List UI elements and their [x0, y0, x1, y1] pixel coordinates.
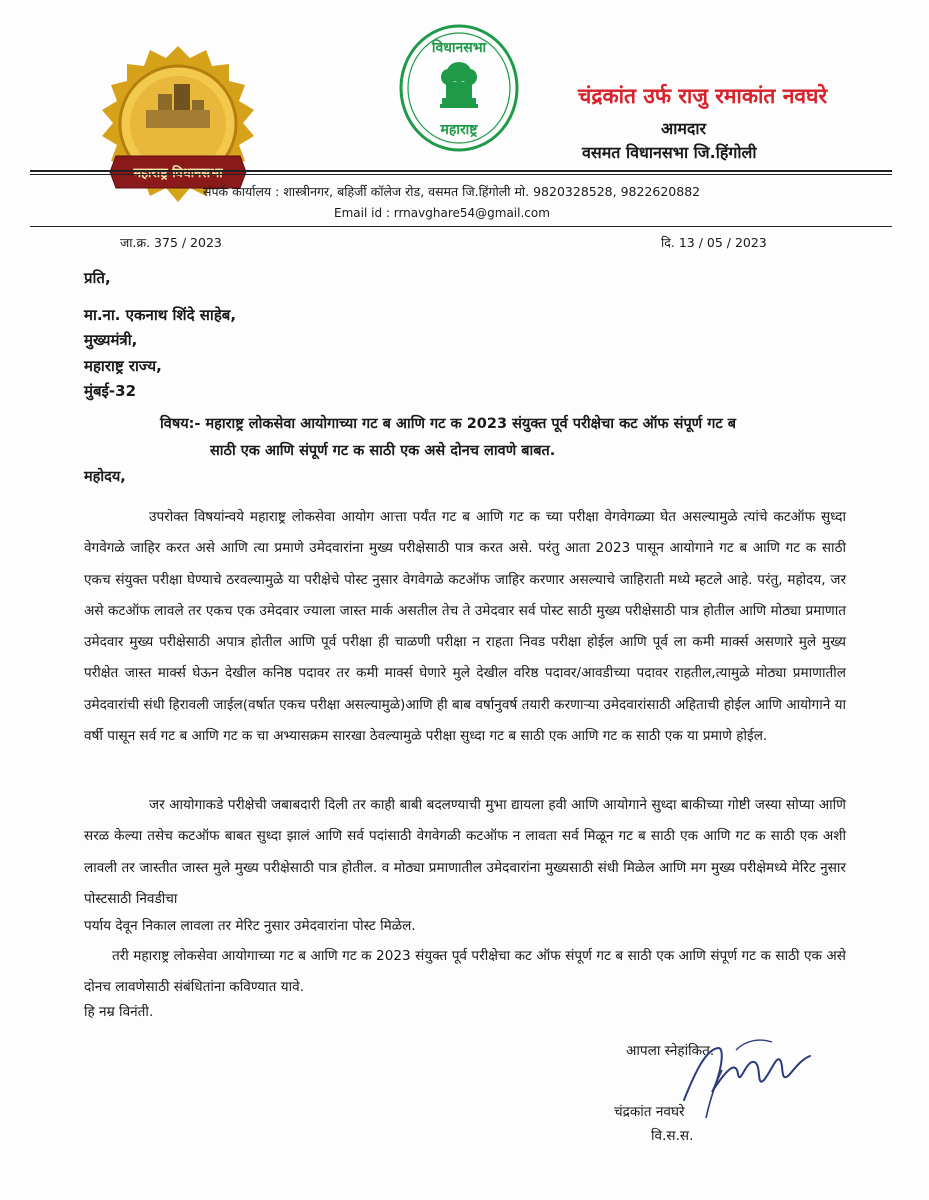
subject-line-1: विषय:- महाराष्ट्र लोकसेवा आयोगाच्या गट ब आणि गट क 2023 संयुक्त पूर्व परीक्षेचा कट ऑफ संपूर्ण गट ब: [160, 416, 737, 432]
body-paragraph-3: पर्याय देवून निकाल लावला तर मेरिट नुसार उमेदवारांना पोस्ट मिळेल.: [84, 918, 416, 934]
body-paragraph-2: [84, 790, 846, 915]
sender-role: आमदार: [661, 119, 707, 138]
emblem-bottom-text: महाराष्ट्र: [440, 122, 478, 138]
paragraph-2-text: जर आयोगाकडे परीक्षेची जबाबदारी दिली तर काही बाबी बदलण्याची मुभा द्यायला हवी आणि आयोगाने सुध्दा बाकीच्या गोष्टी जस्या सोप्या आणि सरळ केल्या तसेच कटऑफ बाबत सुध्दा झालं आणि सर्व पदांसाठी वेगवेगळी कटऑफ न लावता सर्व मिळून गट ब साठी एक आणि गट क साठी एक अशी लावली तर जास्तीत जास्त मुले मुख्य परीक्षेसाठी पात्र होतील. व मोठ्या प्रमाणातील उमेदवारांना मुख्यसाठी संधी मिळेल आणि मग मुख्य परीक्षेमध्ये मेरिट नुसार पोस्टसाठी निवडीचा: [84, 797, 846, 907]
signatory-title: वि.स.स.: [651, 1128, 694, 1144]
contact-divider: [30, 226, 892, 227]
recipient-title: मुख्यमंत्री,: [84, 331, 138, 349]
subject-block: [160, 411, 840, 465]
recipient-prati: प्रति,: [84, 269, 111, 287]
salutation: महोदय,: [84, 469, 126, 485]
header-divider: [30, 170, 892, 172]
ashoka-lion-icon: [440, 62, 478, 108]
handwritten-signature: [676, 1030, 816, 1120]
recipient-state: महाराष्ट्र राज्य,: [84, 357, 162, 375]
body-paragraph-4: [84, 941, 846, 1004]
body-paragraph-1: [84, 502, 846, 752]
header-divider-thin: [30, 174, 892, 175]
subject-line-2: साठी एक आणि संपूर्ण गट क साठी एक असे दोनच लावणे बाबत.: [210, 443, 556, 459]
vidhansabha-emblem-logo: [396, 22, 522, 154]
paragraph-4-text: तरी महाराष्ट्र लोकसेवा आयोगाच्या गट ब आणि गट क 2023 संयुक्त पूर्व परीक्षेचा कट ऑफ संपूर्ण गट ब साठी एक आणि संपूर्ण गट क साठी एक असे दोनच लावणेसाठी संबंधितांना कविण्यात यावे.: [84, 948, 846, 996]
recipient-city: मुंबई-32: [84, 382, 136, 400]
emblem-top-text: विधानसभा: [431, 40, 487, 56]
reference-number: जा.क्र. 375 / 2023: [120, 235, 222, 250]
contact-address: संपर्क कार्यालय : शास्त्रीनगर, बहिर्जी कॉलेज रोड, वसमत जि.हिंगोली मो. 9820328528, 9822620882: [203, 184, 701, 199]
signatory-name: चंद्रकांत नवघरे: [614, 1104, 685, 1120]
recipient-name: मा.ना. एकनाथ शिंदे साहेब,: [84, 306, 237, 324]
letter-date: दि. 13 / 05 / 2023: [661, 235, 767, 250]
signoff: आपला स्नेहांकित.: [626, 1043, 715, 1059]
seal-ribbon-text: [132, 165, 223, 181]
sender-name: चंद्रकांत उर्फ राजु रमाकांत नवघरे: [578, 84, 828, 108]
closing-line: हि नम्र विनंती.: [84, 1004, 154, 1020]
paragraph-1-text: उपरोक्त विषयांन्वये महाराष्ट्र लोकसेवा आयोग आत्ता पर्यंत गट ब आणि गट क च्या परीक्षा वेगवेगळ्या घेत असल्यामुळे त्यांचे कटऑफ सुध्दा वेगवेगळे जाहिर करत असे आणि त्या प्रमाणे उमेदवारांना मुख्य परीक्षेसाठी पात्र करत असे. परंतु आता 2023 पासून आयोगाने गट ब आणि गट क साठी एकच संयुक्त परीक्षा घेण्याचे ठरवल्यामुळे या परीक्षेचे पोस्ट नुसार वेगवेगळे कटऑफ जाहिर करणार असल्याचे जाहिराती मध्ये म्हटले आहे. परंतु, महोदय, जर असे कटऑफ लावले तर एकच एक उमेदवार ज्याला जास्त मार्क असतील तेच ते उमेदवार सर्व पोस्ट साठी मुख्य परीक्षेसाठी पात्र होतील आणि मोठ्या प्रमाणात उमेदवार मुख्य परीक्षेसाठी अपात्र होतील आणि पूर्व परीक्षा ही चाळणी परीक्षा न राहता निवड परीक्षा होईल आणि पूर्व ला कमी मार्क्स असणारे मुले मुख्य परीक्षेत जास्त मार्क्स घेऊन देखील कनिष्ठ पदावर तर कमी मार्क्स घेणारे मुले देखील वरिष्ठ पदावर/आवडीच्या पदावर राहतील,त्यामुळे मोठ्या प्रमाणातील उमेदवारांची संधी हिरावली जाईल(वर्षात एकच परीक्षा असल्यामुळे)आणि ही बाब वर्षानुवर्ष तयारी करणाऱ्या उमेदवारांसाठी अहिताची होईल आणि आयोगाने या वर्षी पासून सर्व गट ब आणि गट क चा अभ्यासक्रम सारखा ठेवल्यामुळे परीक्षा सुध्दा गट ब साठी एक आणि गट क साठी एक या प्रमाणे होईल.: [84, 509, 846, 745]
contact-email: Email id : rrnavghare54@gmail.com: [334, 206, 550, 220]
sender-constituency: वसमत विधानसभा जि.हिंगोली: [582, 143, 757, 162]
